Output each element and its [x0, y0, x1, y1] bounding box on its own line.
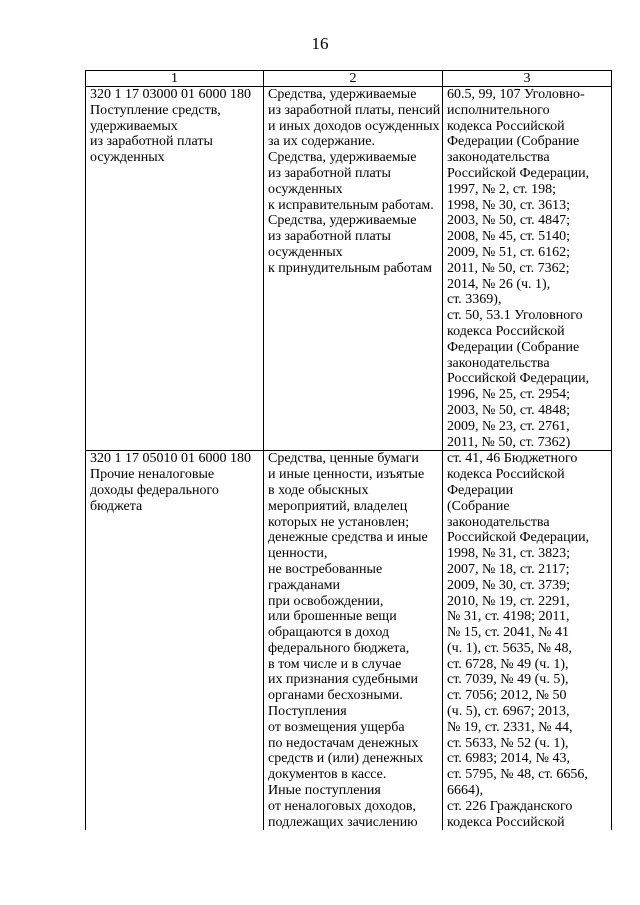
- text-line: и иных доходов осужденных: [268, 118, 440, 134]
- text-line: законодательства: [447, 150, 550, 166]
- text-line: средств и (или) денежных: [268, 751, 424, 767]
- text-line: которых не установлен;: [268, 514, 410, 530]
- text-line: или брошенные вещи: [268, 609, 397, 625]
- text-line: (ч. 5), ст. 6967; 2013,: [447, 704, 570, 720]
- column-header-3: 3: [443, 71, 612, 87]
- text-line: обращаются в доход: [268, 625, 390, 641]
- text-line: 2010, № 19, ст. 2291,: [447, 593, 570, 609]
- description-cell: [264, 451, 443, 831]
- text-line: 1998, № 31, ст. 3823;: [447, 546, 571, 562]
- text-line: кодекса Российской: [447, 467, 565, 483]
- text-line: при освобождении,: [268, 593, 384, 609]
- text-line: 2003, № 50, ст. 4847;: [447, 213, 571, 229]
- text-line: Российской Федерации,: [447, 530, 590, 546]
- text-line: 6664),: [447, 783, 484, 799]
- legal-basis-cell: [443, 451, 612, 831]
- text-line: не востребованные: [268, 561, 383, 577]
- text-line: 320 1 17 05010 01 6000 180: [90, 451, 251, 467]
- text-line: Федерации (Собрание: [447, 339, 580, 355]
- text-line: законодательства: [447, 355, 550, 371]
- text-line: 2003, № 50, ст. 4848;: [447, 402, 571, 418]
- text-line: Поступление средств,: [90, 102, 221, 118]
- text-line: ст. 226 Гражданского: [447, 798, 573, 814]
- text-line: Иные поступления: [268, 783, 381, 799]
- text-line: ст. 50, 53.1 Уголовного: [447, 308, 583, 324]
- text-line: осужденных: [268, 244, 343, 260]
- table-row: [86, 87, 612, 451]
- column-header-2: 2: [264, 71, 443, 87]
- text-line: осужденных: [268, 181, 343, 197]
- text-line: ст. 5633, № 52 (ч. 1),: [447, 735, 569, 751]
- text-line: 2011, № 50, ст. 7362;: [447, 260, 570, 276]
- text-line: гражданами: [268, 577, 341, 593]
- text-line: 2009, № 23, ст. 2761,: [447, 418, 570, 434]
- code-and-name-cell: [86, 87, 264, 451]
- text-line: Федерации: [447, 482, 514, 498]
- text-line: кодекса Российской: [447, 323, 565, 339]
- text-line: Российской Федерации,: [447, 165, 590, 181]
- text-line: законодательства: [447, 514, 550, 530]
- text-line: удерживаемых: [90, 118, 178, 134]
- text-line: 2009, № 51, ст. 6162;: [447, 244, 571, 260]
- legal-basis-cell: [443, 87, 612, 451]
- text-line: и иные ценности, изъятые: [268, 467, 425, 483]
- text-line: по недостачам денежных: [268, 735, 419, 751]
- text-line: ст. 7039, № 49 (ч. 5),: [447, 672, 569, 688]
- text-line: 2014, № 26 (ч. 1),: [447, 276, 551, 292]
- text-line: ст. 3369),: [447, 292, 502, 308]
- table-header-row: [86, 71, 612, 87]
- text-line: 60.5, 99, 107 Уголовно-: [447, 87, 585, 102]
- text-line: ст. 41, 46 Бюджетного: [447, 451, 578, 467]
- text-line: исполнительного: [447, 102, 550, 118]
- text-line: Средства, удерживаемые: [268, 87, 417, 102]
- text-line: Средства, удерживаемые: [268, 150, 417, 166]
- text-line: мероприятий, владелец: [268, 498, 408, 514]
- text-line: Федерации (Собрание: [447, 134, 580, 150]
- text-line: 1997, № 2, ст. 198;: [447, 181, 557, 197]
- text-line: 2007, № 18, ст. 2117;: [447, 561, 570, 577]
- text-line: Прочие неналоговые: [90, 467, 215, 483]
- code-and-name-cell: [86, 451, 264, 831]
- text-line: Средства, удерживаемые: [268, 213, 417, 229]
- text-line: доходы федерального: [90, 482, 219, 498]
- text-line: в том числе и в случае: [268, 656, 402, 672]
- page-number: 16: [311, 34, 329, 53]
- text-line: № 31, ст. 4198; 2011,: [447, 609, 570, 625]
- text-line: за их содержание.: [268, 134, 375, 150]
- text-line: бюджета: [90, 498, 143, 514]
- text-line: 2011, № 50, ст. 7362): [447, 434, 571, 450]
- text-line: из заработной платы, пенсий: [268, 102, 441, 118]
- text-line: ст. 7056; 2012, № 50: [447, 688, 567, 704]
- text-line: 2009, № 30, ст. 3739;: [447, 577, 571, 593]
- text-line: осужденных: [90, 150, 165, 166]
- text-line: подлежащих зачислению: [268, 814, 418, 830]
- budget-classification-table: [85, 70, 612, 830]
- text-line: ценности,: [268, 546, 328, 562]
- text-line: из заработной платы: [268, 229, 391, 245]
- text-line: органами бесхозными.: [268, 688, 403, 704]
- text-line: кодекса Российской: [447, 814, 565, 830]
- text-line: 2008, № 45, ст. 5140;: [447, 229, 571, 245]
- text-line: № 19, ст. 2331, № 44,: [447, 719, 573, 735]
- text-line: кодекса Российской: [447, 118, 565, 134]
- text-line: 1998, № 30, ст. 3613;: [447, 197, 571, 213]
- text-line: к принудительным работам: [268, 260, 432, 276]
- text-line: в ходе обыскных: [268, 482, 369, 498]
- description-cell: [264, 87, 443, 451]
- text-line: 1996, № 25, ст. 2954;: [447, 387, 571, 403]
- column-header-1: 1: [86, 71, 264, 87]
- text-line: ст. 6728, № 49 (ч. 1),: [447, 656, 569, 672]
- text-line: от неналоговых доходов,: [268, 798, 416, 814]
- text-line: федерального бюджета,: [268, 640, 410, 656]
- text-line: ст. 6983; 2014, № 43,: [447, 751, 571, 767]
- text-line: из заработной платы: [268, 165, 391, 181]
- text-line: от возмещения ущерба: [268, 719, 405, 735]
- text-line: к исправительным работам.: [268, 197, 434, 213]
- text-line: (Собрание: [447, 498, 510, 514]
- text-line: денежные средства и иные: [268, 530, 428, 546]
- text-line: № 15, ст. 2041, № 41: [447, 625, 569, 641]
- text-line: из заработной платы: [90, 134, 213, 150]
- table-row: [86, 451, 612, 831]
- text-line: Поступления: [268, 704, 347, 720]
- text-line: 320 1 17 03000 01 6000 180: [90, 87, 251, 102]
- text-line: Средства, ценные бумаги: [268, 451, 419, 467]
- text-line: ст. 5795, № 48, ст. 6656,: [447, 767, 588, 783]
- text-line: Российской Федерации,: [447, 371, 590, 387]
- text-line: их признания судебными: [268, 672, 418, 688]
- text-line: документов в кассе.: [268, 767, 387, 783]
- text-line: (ч. 1), ст. 5635, № 48,: [447, 640, 573, 656]
